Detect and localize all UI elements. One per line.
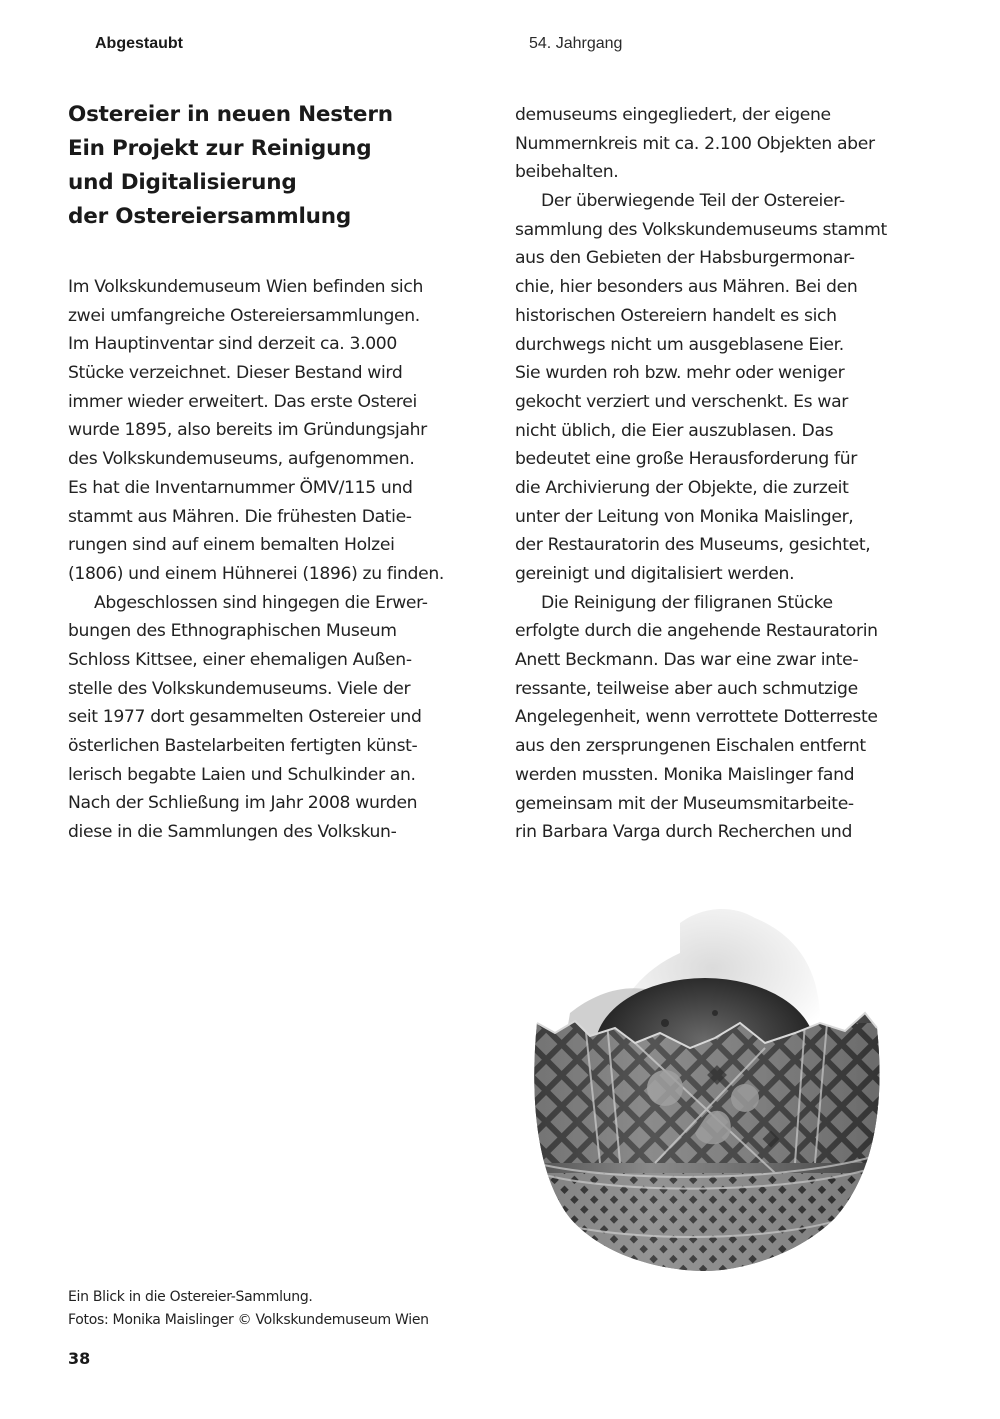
text-line: aus den Gebieten der Habsburgermonar-	[515, 248, 855, 269]
body-column-right	[515, 101, 945, 847]
caption-line: Ein Blick in die Ostereier-Sammlung.	[68, 1289, 313, 1305]
photo-credit: Fotos: Monika Maislinger © Volkskundemuseum Wien	[68, 1312, 429, 1328]
text-line: Es hat die Inventarnummer ÖMV/115 und	[68, 477, 413, 498]
article-title	[68, 98, 488, 234]
figure-caption	[68, 1286, 429, 1332]
text-line: Anett Beckmann. Das war eine zwar inte-	[515, 650, 859, 671]
text-line: Im Hauptinventar sind derzeit ca. 3.000	[68, 334, 397, 355]
text-line: bungen des Ethnographischen Museum	[68, 621, 397, 642]
text-line: beibehalten.	[515, 162, 619, 183]
text-line: demuseums eingegliedert, der eigene	[515, 105, 831, 125]
text-line: österlichen Bastelarbeiten fertigten künst-	[68, 736, 418, 756]
page-number: 38	[68, 1349, 91, 1368]
text-line: seit 1977 dort gesammelten Ostereier und	[68, 707, 422, 728]
text-line: bedeutet eine große Herausforderung für	[515, 449, 857, 470]
volume-label: 54. Jahrgang	[529, 35, 623, 52]
title-line: Ein Projekt zur Reinigung	[68, 136, 372, 161]
text-line: des Volkskundemuseums, aufgenommen.	[68, 449, 415, 470]
title-line: und Digitalisierung	[68, 170, 297, 195]
text-line: immer wieder erweitert. Das erste Osterei	[68, 391, 417, 412]
text-line: lerisch begabte Laien und Schulkinder an.	[68, 764, 416, 785]
easter-egg-photo	[515, 873, 900, 1340]
text-line: werden mussten. Monika Maislinger fand	[515, 764, 855, 785]
text-line: Angelegenheit, wenn verrottete Dotterreste	[515, 707, 878, 728]
text-line: erfolgte durch die angehende Restauratorin	[515, 621, 878, 642]
text-line: chie, hier besonders aus Mähren. Bei den	[515, 277, 858, 298]
body-column-left	[68, 273, 498, 847]
text-line: (1806) und einem Hühnerei (1896) zu finden.	[68, 563, 444, 584]
text-line: Schloss Kittsee, einer ehemaligen Außen-	[68, 649, 412, 670]
title-line: Ostereier in neuen Nestern	[68, 102, 393, 127]
text-line: Abgeschlossen sind hingegen die Erwer-	[94, 592, 428, 613]
text-line: stammt aus Mähren. Die frühesten Datie-	[68, 506, 412, 527]
text-line: sammlung des Volkskundemuseums stammt	[515, 219, 887, 240]
text-line: wurde 1895, also bereits im Gründungsjahr	[68, 420, 427, 441]
text-line: zwei umfangreiche Ostereiersammlungen.	[68, 305, 420, 326]
text-line: Nach der Schließung im Jahr 2008 wurden	[68, 793, 418, 814]
text-line: rin Barbara Varga durch Recherchen und	[515, 822, 853, 843]
text-line: der Restauratorin des Museums, gesichtet,	[515, 535, 871, 556]
text-line: ressante, teilweise aber auch schmutzige	[515, 678, 858, 699]
text-line: stelle des Volkskundemuseums. Viele der	[68, 678, 411, 699]
text-line: gemeinsam mit der Museumsmitarbeite-	[515, 793, 854, 814]
text-line: Nummernkreis mit ca. 2.100 Objekten aber	[515, 133, 875, 154]
text-line: Im Volkskundemuseum Wien befinden sich	[68, 277, 423, 297]
text-line: gekocht verziert und verschenkt. Es war	[515, 391, 848, 412]
section-title: Abgestaubt	[95, 35, 183, 52]
text-line: diese in die Sammlungen des Volkskun-	[68, 822, 397, 843]
text-line: aus den zersprungenen Eischalen entfernt	[515, 736, 866, 757]
text-line: historischen Ostereiern handelt es sich	[515, 305, 837, 326]
text-line: rungen sind auf einem bemalten Holzei	[68, 535, 395, 556]
text-line: durchwegs nicht um ausgeblasene Eier.	[515, 334, 844, 355]
text-line: die Archivierung der Objekte, die zurzeit	[515, 477, 849, 498]
text-line: gereinigt und digitalisiert werden.	[515, 564, 795, 584]
text-line: nicht üblich, die Eier auszublasen. Das	[515, 420, 834, 441]
text-line: unter der Leitung von Monika Maislinger,	[515, 506, 854, 527]
text-line: Der überwiegende Teil der Ostereier-	[541, 191, 845, 212]
title-line: der Ostereiersammlung	[68, 204, 352, 229]
text-line: Sie wurden roh bzw. mehr oder weniger	[515, 363, 845, 384]
text-line: Die Reinigung der filigranen Stücke	[541, 592, 833, 613]
text-line: Stücke verzeichnet. Dieser Bestand wird	[68, 363, 403, 384]
